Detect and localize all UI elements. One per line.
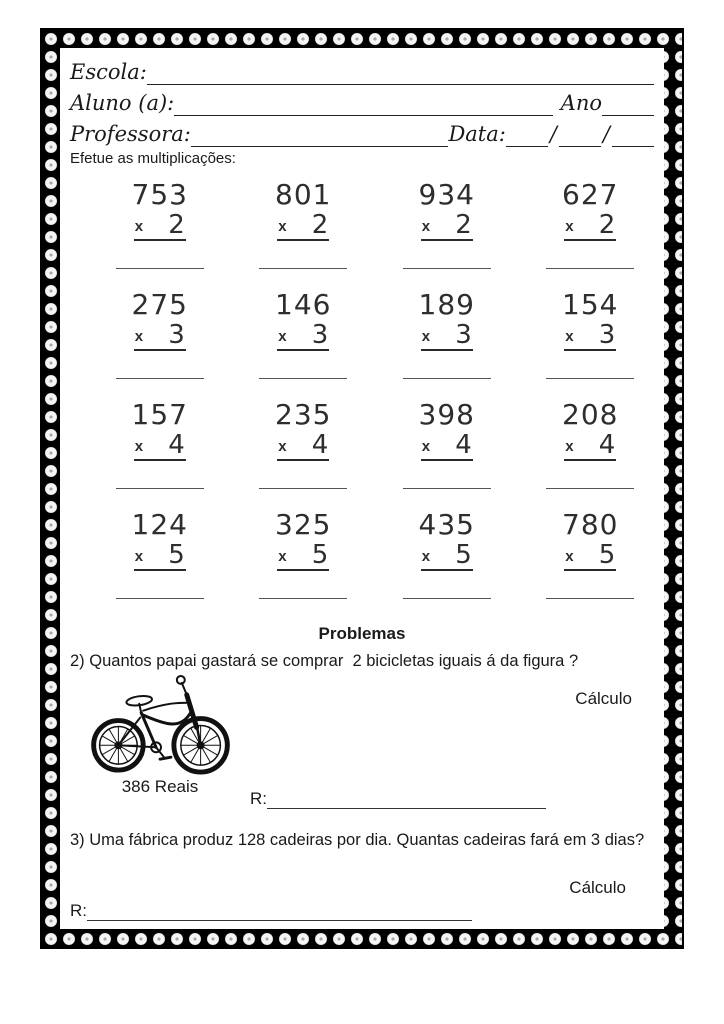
- multiplier-row: [421, 432, 473, 461]
- multiplier-row: [421, 212, 473, 241]
- multiplier: 4: [598, 430, 616, 460]
- multiplier-row: [421, 542, 473, 571]
- product-blank-line: [403, 598, 491, 599]
- multiplication-grid: [88, 180, 662, 620]
- multiplicand: 627: [562, 178, 619, 211]
- product-blank-line: [403, 268, 491, 269]
- multiplier-row: [421, 322, 473, 351]
- multiplier: 3: [598, 320, 616, 350]
- multiplication-problem: [232, 290, 376, 400]
- multiplication-problem: [232, 510, 376, 620]
- multiplicand: 435: [418, 508, 475, 541]
- calc-label: Cálculo: [569, 878, 626, 897]
- product-blank-line: [259, 378, 347, 379]
- multiplication-problem: [88, 180, 232, 290]
- multiplicand: 753: [131, 178, 188, 211]
- answer-label: R:: [70, 901, 87, 920]
- answer-blank-line: [267, 805, 546, 809]
- multiplier-row: [277, 212, 329, 241]
- multiplier: 5: [455, 540, 472, 570]
- multiplier-row: [277, 432, 329, 461]
- product-blank-line: [259, 488, 347, 489]
- date-label: Data:: [448, 122, 506, 146]
- instruction-text: Efetue as multiplicações:: [70, 150, 236, 167]
- date-day-blank: [506, 143, 548, 147]
- calc-label: Cálculo: [575, 689, 632, 708]
- multiply-operator: x: [565, 438, 574, 455]
- multiplication-problem: [375, 400, 519, 510]
- student-label: Aluno (a):: [70, 91, 175, 115]
- multiplicand: 208: [562, 398, 619, 431]
- multiply-operator: x: [421, 438, 431, 455]
- bicycle-illustration: [85, 673, 235, 777]
- school-row: [70, 54, 654, 85]
- product-blank-line: [403, 488, 491, 489]
- multiplication-problem: [232, 400, 376, 510]
- date-separator: /: [549, 122, 557, 146]
- multiplicand: 124: [131, 508, 188, 541]
- multiplication-problem: [88, 400, 232, 510]
- multiply-operator: x: [565, 218, 574, 235]
- decorative-flower-border: [40, 28, 684, 949]
- multiplier: 3: [311, 320, 329, 350]
- multiplier-row: [134, 322, 186, 351]
- multiplication-problem: [519, 180, 663, 290]
- multiplier: 3: [168, 320, 185, 350]
- multiplier: 4: [311, 430, 329, 460]
- year-label: Ano: [560, 91, 602, 115]
- product-blank-line: [116, 598, 204, 599]
- multiplicand: 801: [275, 178, 332, 211]
- product-blank-line: [116, 268, 204, 269]
- answer-label: R:: [250, 789, 267, 808]
- product-blank-line: [403, 378, 491, 379]
- problem-2-right-column: [250, 673, 654, 823]
- multiplier: 4: [168, 430, 185, 460]
- multiplication-problem: [519, 510, 663, 620]
- multiply-operator: x: [421, 328, 431, 345]
- school-label: Escola:: [70, 60, 147, 84]
- multiplicand: 235: [275, 398, 332, 431]
- teacher-label: Professora:: [70, 122, 191, 146]
- multiplication-problem: [88, 290, 232, 400]
- multiply-operator: x: [278, 438, 287, 455]
- multiply-operator: x: [565, 328, 574, 345]
- product-blank-line: [259, 268, 347, 269]
- product-blank-line: [546, 598, 634, 599]
- multiplication-problem: [88, 510, 232, 620]
- multiplicand: 325: [275, 508, 332, 541]
- problem-3-text: 3) Uma fábrica produz 128 cadeiras por dia. Quantas cadeiras fará em 3 dias?: [70, 831, 645, 849]
- problem-2-work-area: [70, 673, 654, 823]
- multiplier: 4: [455, 430, 472, 460]
- teacher-row: [70, 116, 654, 147]
- multiply-operator: x: [421, 218, 431, 235]
- multiply-operator: x: [421, 548, 431, 565]
- multiplier-row: [277, 322, 329, 351]
- multiplicand: 934: [418, 178, 475, 211]
- multiplier-row: [564, 432, 616, 461]
- date-year-blank: [612, 143, 654, 147]
- product-blank-line: [116, 378, 204, 379]
- answer-blank-line: [87, 917, 472, 921]
- multiplicand: 189: [418, 288, 475, 321]
- multiplication-problem: [519, 400, 663, 510]
- multiplier-row: [564, 212, 616, 241]
- multiplication-problem: [375, 180, 519, 290]
- multiply-operator: x: [278, 218, 287, 235]
- multiplier-row: [134, 432, 186, 461]
- multiply-operator: x: [134, 548, 144, 565]
- multiplier-row: [564, 322, 616, 351]
- multiplier: 3: [455, 320, 472, 350]
- problem-2-text: 2) Quantos papai gastará se comprar 2 bicicletas iguais á da figura ?: [70, 652, 579, 670]
- multiply-operator: x: [278, 548, 287, 565]
- student-row: [70, 85, 654, 116]
- multiplication-problem: [232, 180, 376, 290]
- product-blank-line: [546, 488, 634, 489]
- product-blank-line: [546, 268, 634, 269]
- worksheet-content: [60, 48, 664, 929]
- bike-price-label: 386 Reais: [121, 777, 199, 796]
- multiplier: 2: [168, 210, 185, 240]
- multiplier: 2: [598, 210, 616, 240]
- multiplier-row: [564, 542, 616, 571]
- problem-2-answer-row: [250, 789, 654, 809]
- multiply-operator: x: [134, 218, 144, 235]
- multiplier: 2: [455, 210, 472, 240]
- multiplier-row: [134, 542, 186, 571]
- multiplication-problem: [375, 510, 519, 620]
- multiplicand: 398: [418, 398, 475, 431]
- date-separator: /: [602, 122, 610, 146]
- multiplier: 5: [168, 540, 185, 570]
- multiplier-row: [134, 212, 186, 241]
- teacher-blank-line: [191, 143, 449, 147]
- product-blank-line: [116, 488, 204, 489]
- multiplier: 5: [598, 540, 616, 570]
- multiply-operator: x: [134, 438, 144, 455]
- multiplicand: 275: [131, 288, 188, 321]
- multiplicand: 154: [562, 288, 619, 321]
- product-blank-line: [546, 378, 634, 379]
- problems-title: Problemas: [318, 624, 406, 643]
- multiply-operator: x: [134, 328, 144, 345]
- product-blank-line: [259, 598, 347, 599]
- multiplier-row: [277, 542, 329, 571]
- multiply-operator: x: [278, 328, 287, 345]
- multiplicand: 780: [562, 508, 619, 541]
- date-month-blank: [559, 143, 601, 147]
- multiplicand: 157: [131, 398, 188, 431]
- multiplier: 5: [311, 540, 329, 570]
- multiplication-problem: [519, 290, 663, 400]
- multiplication-problem: [375, 290, 519, 400]
- multiplier: 2: [311, 210, 329, 240]
- multiply-operator: x: [565, 548, 574, 565]
- problem-3-answer-row: [70, 901, 472, 921]
- multiplicand: 146: [275, 288, 332, 321]
- bike-figure: [70, 673, 250, 823]
